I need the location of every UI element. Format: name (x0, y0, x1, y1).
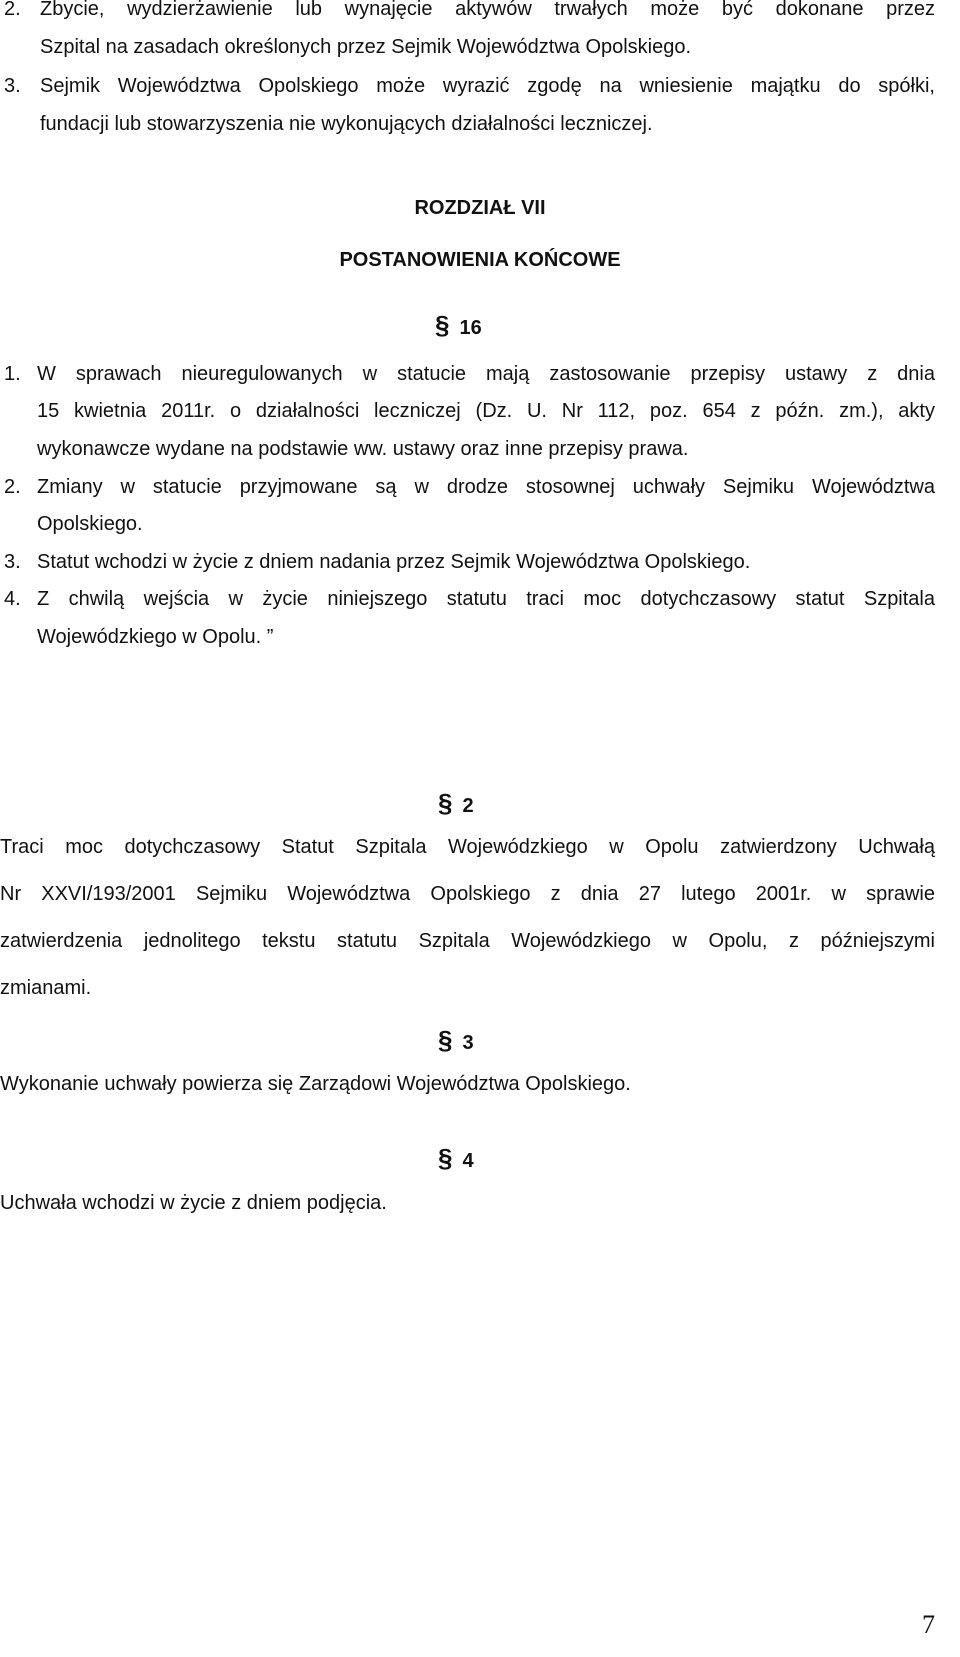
paragraph-text-line: Nr XXVI/193/2001 Sejmiku Województwa Opolskiego z dnia 27 lutego 2001r. w sprawie (0, 883, 935, 905)
item-text-line: Zbycie, wydzierżawienie lub wynajęcie aktywów trwałych może być dokonane przez (40, 0, 935, 20)
section-sign: § (438, 1025, 453, 1055)
paragraph-number: 3 (462, 1032, 474, 1054)
paragraph-number: 4 (462, 1150, 474, 1172)
item-text-line: Szpital na zasadach określonych przez Sejmik Województwa Opolskiego. (40, 36, 692, 58)
item-number: 1. (4, 363, 21, 385)
paragraph-heading-4 (438, 1143, 474, 1174)
paragraph-4-text: Uchwała wchodzi w życie z dniem podjęcia. (0, 1192, 387, 1214)
paragraph-number: 16 (459, 317, 482, 339)
item-text-line: Opolskiego. (37, 513, 143, 535)
item-text-line: Z chwilą wejścia w życie niniejszego statutu traci moc dotychczasowy statut Szpitala (37, 588, 935, 610)
item-text-line: 15 kwietnia 2011r. o działalności leczniczej (Dz. U. Nr 112, poz. 654 z późn. zm.), akty (37, 400, 935, 422)
paragraph-3-text: Wykonanie uchwały powierza się Zarządowi Województwa Opolskiego. (0, 1073, 631, 1095)
paragraph-text-line: zatwierdzenia jednolitego tekstu statutu Szpitala Wojewódzkiego w Opolu, z późniejszymi (0, 930, 935, 952)
paragraph-heading-2 (438, 788, 474, 819)
section-sign: § (438, 1143, 453, 1173)
item-text-line: fundacji lub stowarzyszenia nie wykonujących działalności leczniczej. (40, 113, 653, 135)
item-text-line: wykonawcze wydane na podstawie ww. ustawy oraz inne przepisy prawa. (37, 438, 689, 460)
page-number: 7 (922, 1610, 935, 1639)
paragraph-text-line: Traci moc dotychczasowy Statut Szpitala Wojewódzkiego w Opolu zatwierdzony Uchwałą (0, 836, 935, 858)
item-number: 2. (4, 476, 21, 498)
item-number: 4. (4, 588, 21, 610)
paragraph-number: 2 (462, 795, 474, 817)
section-sign: § (438, 788, 453, 818)
item-text-line: Zmiany w statucie przyjmowane są w drodze stosownej uchwały Sejmiku Województwa (37, 476, 935, 498)
item-number: 3. (4, 551, 21, 573)
item-text-line: W sprawach nieuregulowanych w statucie mają zastosowanie przepisy ustawy z dnia (37, 363, 935, 385)
paragraph-heading-16 (435, 310, 482, 341)
paragraph-heading-3 (438, 1025, 474, 1056)
chapter-title: ROZDZIAŁ VII (414, 197, 546, 219)
item-number: 3. (4, 75, 21, 97)
item-text-line: Statut wchodzi w życie z dniem nadania przez Sejmik Województwa Opolskiego. (37, 551, 751, 573)
section-sign: § (435, 310, 450, 340)
chapter-subtitle: POSTANOWIENIA KOŃCOWE (339, 249, 621, 271)
item-text-line: Wojewódzkiego w Opolu. ” (37, 626, 274, 648)
item-number: 2. (4, 0, 21, 20)
paragraph-text-line: zmianami. (0, 977, 92, 999)
item-text-line: Sejmik Województwa Opolskiego może wyrazić zgodę na wniesienie majątku do spółki, (40, 75, 935, 97)
